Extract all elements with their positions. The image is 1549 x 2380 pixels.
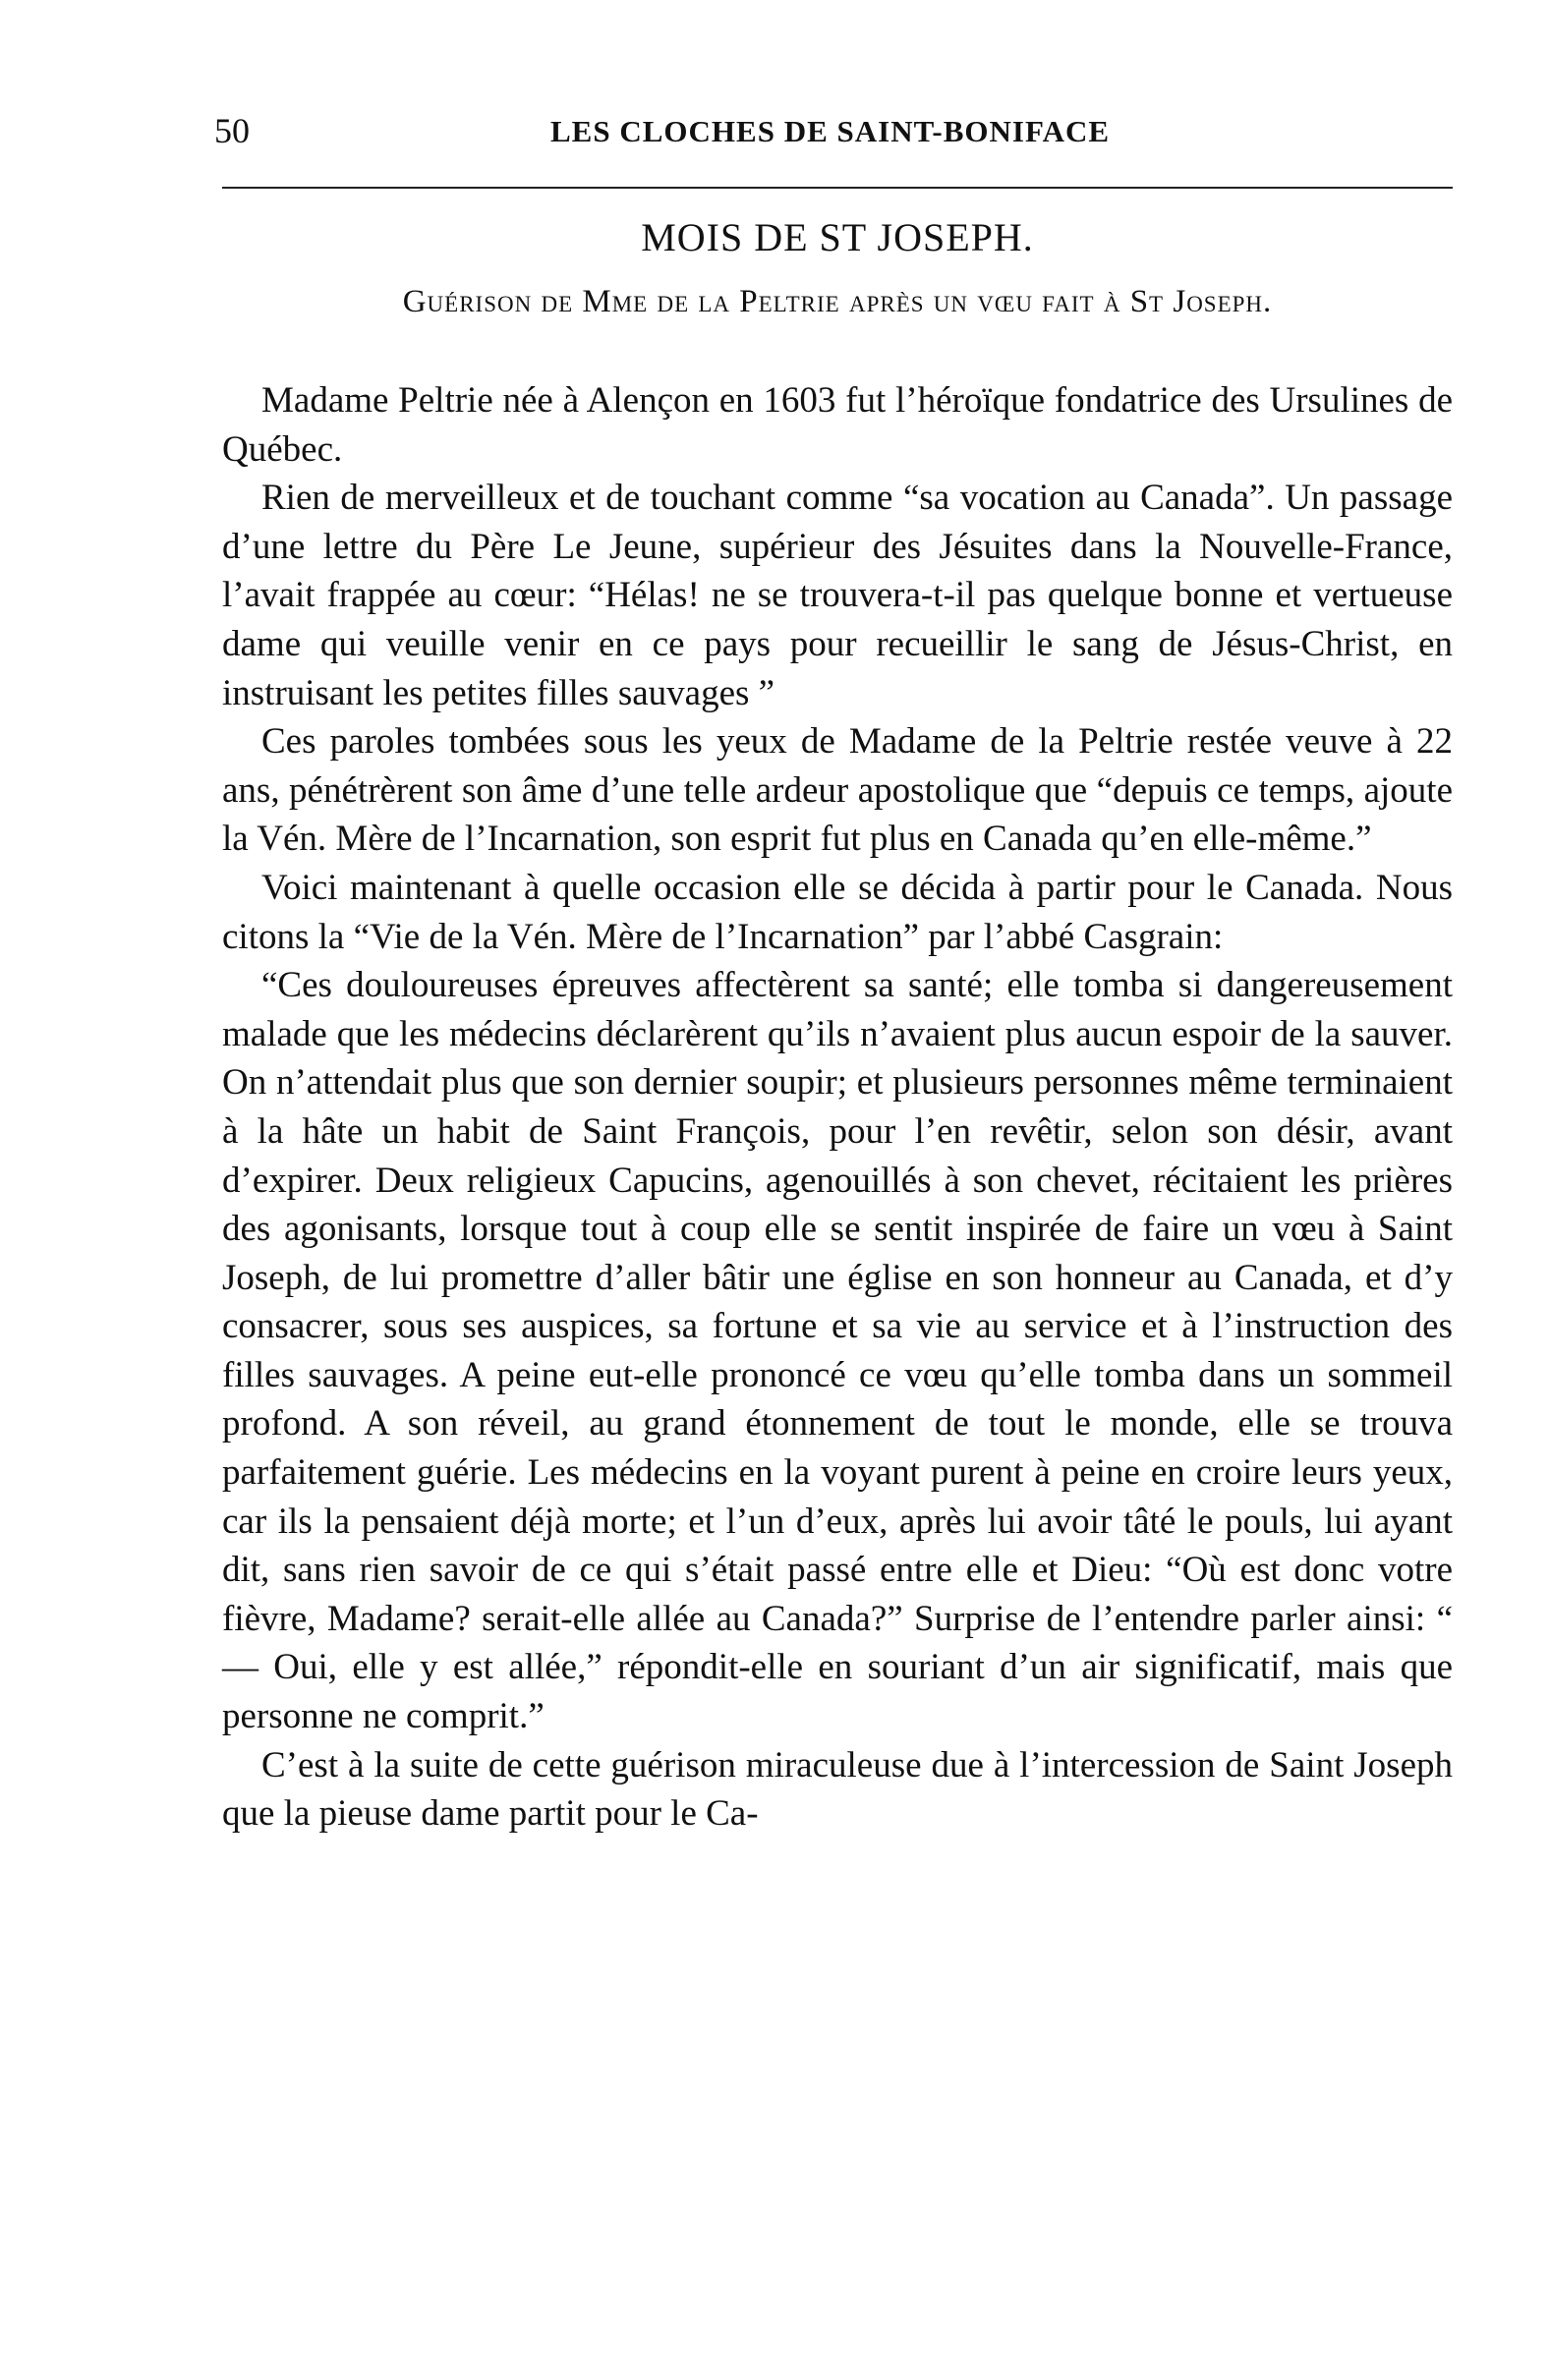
running-head: LES CLOCHES DE SAINT-BONIFACE — [550, 114, 1111, 148]
paragraph: Ces paroles tombées sous les yeux de Madame de la Peltrie restée veuve à 22 ans, pénétrèrent son âme d’une telle ardeur apostolique que “depuis ce temps, ajoute la Vén. Mère de l’Incarnation, son esprit fut plus en Canada qu’en elle-même.” — [222, 721, 1453, 860]
page-number: 50 — [214, 111, 250, 150]
chapter-title: MOIS DE ST JOSEPH. — [641, 215, 1034, 259]
paragraph: C’est à la suite de cette guérison miraculeuse due à l’intercession de Saint Joseph que la pieuse dame partit pour le Ca- — [222, 1744, 1453, 1835]
paragraph: Rien de merveilleux et de touchant comme “sa vocation au Canada”. Un passage d’une lettre du Père Le Jeune, supérieur des Jésuites dans la Nouvelle-France, l’avait frappée au cœur: “Hélas! ne se trouvera-t-il pas quelque bonne et vertueuse dame qui veuille venir en ce pays pour recueillir le sang de Jésus-Christ, en instruisant les petites filles sauvages ” — [222, 478, 1453, 713]
header-rule — [222, 187, 1453, 189]
paragraph: Madame Peltrie née à Alençon en 1603 fut l’héroïque fondatrice des Ursulines de Québec. — [222, 380, 1453, 470]
body-text — [222, 376, 1453, 1839]
paragraph: Voici maintenant à quelle occasion elle se décida à partir pour le Canada. Nous citons la “Vie de la Vén. Mère de l’Incarnation” par l’abbé Casgrain: — [222, 867, 1453, 957]
chapter-subtitle: Guérison de Mme de la Peltrie après un vœu fait à St Joseph. — [402, 284, 1273, 319]
paragraph: “Ces douloureuses épreuves affectèrent sa santé; elle tomba si dangereusement malade que les médecins déclarèrent qu’ils n’avaient plus aucun espoir de la sauver. On n’attendait plus que son dernier soupir; et plusieurs personnes même terminaient à la hâte un habit de Saint François, pour l’en revêtir, selon son désir, avant d’expirer. Deux religieux Capucins, agenouillés à son chevet, récitaient les prières des agonisants, lorsque tout à coup elle se sentit inspirée de faire un vœu à Saint Joseph, de lui promettre d’aller bâtir une église en son honneur au Canada, et d’y consacrer, sous ses auspices, sa fortune et sa vie au service et à l’instruction des filles sauvages. A peine eut-elle prononcé ce vœu qu’elle tomba dans un sommeil profond. A son réveil, au grand étonnement de tout le monde, elle se trouva parfaitement guérie. Les médecins en la voyant purent à peine en croire leurs yeux, car ils la pensaient déjà morte; et l’un d’eux, après lui avoir tâté le pouls, lui ayant dit, sans rien savoir de ce qui s’était passé entre elle et Dieu: “Où est donc votre fièvre, Madame? serait-elle allée au Canada?” Surprise de l’entendre parler ainsi: “ — Oui, elle y est allée,” répondit-elle en souriant d’un air significatif, mais que personne ne comprit.” — [222, 965, 1453, 1737]
